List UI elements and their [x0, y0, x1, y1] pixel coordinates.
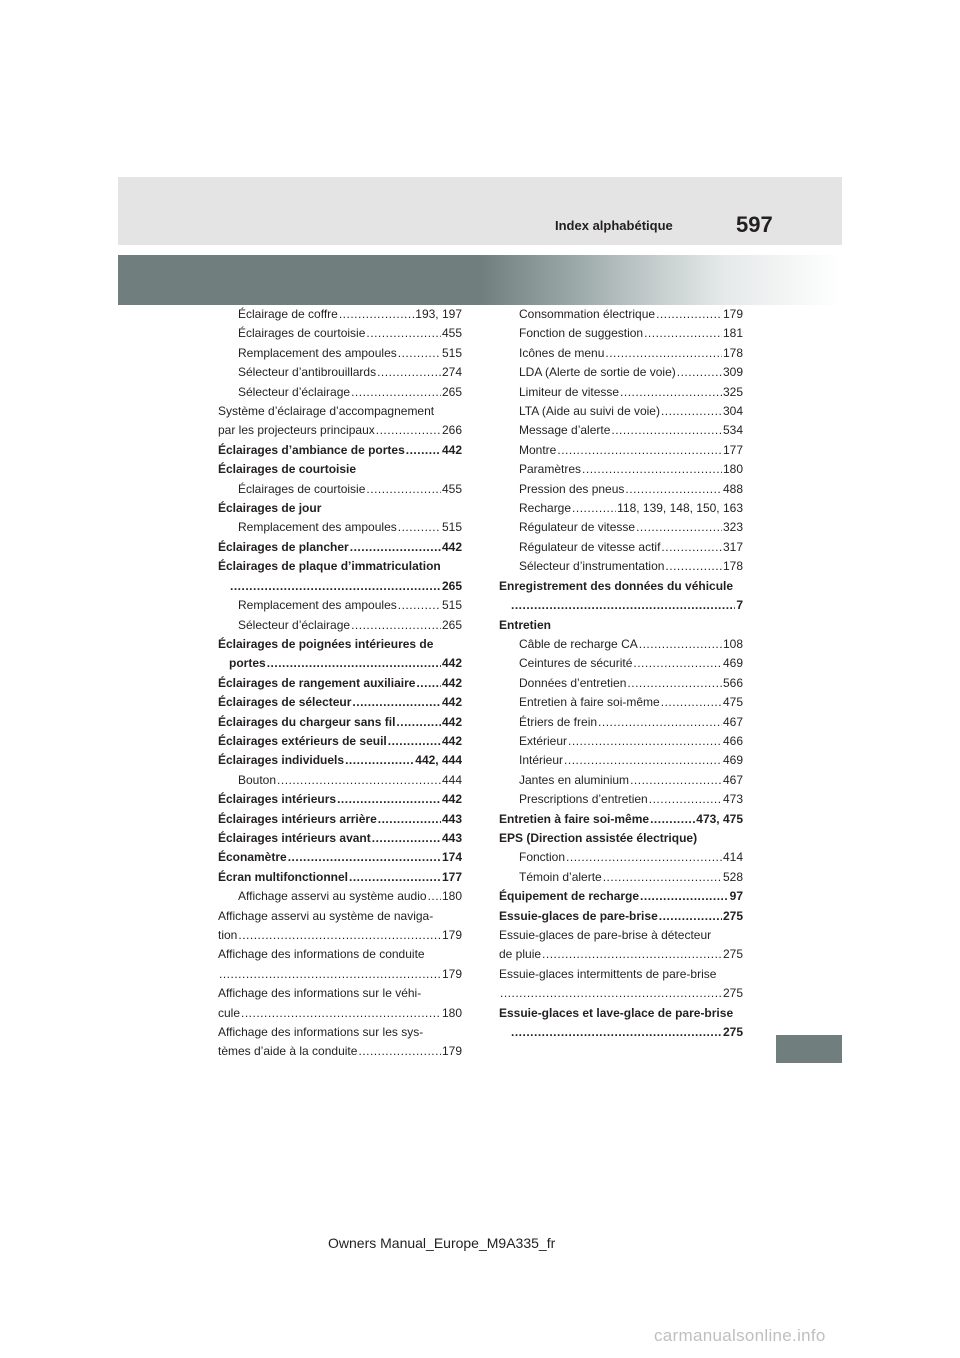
leader-dots	[352, 693, 441, 712]
index-entry	[218, 1042, 462, 1061]
index-column-left	[218, 305, 462, 1062]
index-entry	[499, 868, 743, 887]
index-entry-pages[interactable]: 442, 444	[415, 753, 462, 768]
index-entry-label: Témoin d’alerte	[519, 869, 602, 884]
index-entry-label: LTA (Aide au suivi de voie)	[519, 404, 660, 419]
index-entry	[218, 790, 462, 809]
leader-dots	[639, 635, 722, 654]
leader-dots	[582, 460, 722, 479]
index-entry-pages[interactable]: 469	[722, 753, 743, 768]
index-entry	[499, 480, 743, 499]
index-entry	[499, 460, 743, 479]
index-entry-label: Câble de recharge CA	[519, 636, 638, 651]
index-entry	[218, 305, 462, 324]
index-entry	[499, 887, 743, 906]
index-entry	[499, 344, 743, 363]
leader-dots	[665, 557, 722, 576]
index-entry	[499, 790, 743, 809]
index-entry	[499, 635, 743, 654]
index-entry	[218, 926, 462, 945]
index-entry-pages[interactable]: 534	[722, 423, 743, 438]
index-entry-label: Éclairages individuels	[218, 753, 345, 768]
index-entry-pages[interactable]: 181	[722, 326, 743, 341]
index-entry-pages[interactable]: 174	[441, 850, 462, 865]
index-entry	[218, 421, 462, 440]
index-entry-pages[interactable]: 442	[441, 442, 462, 457]
index-entry	[499, 732, 743, 751]
index-entry-pages[interactable]: 515	[441, 520, 462, 535]
leader-dots	[650, 810, 695, 829]
index-heading: Éclairages de jour	[218, 501, 322, 516]
leader-dots	[398, 596, 441, 615]
index-entry	[218, 1004, 462, 1023]
index-entry	[218, 654, 462, 673]
index-entry-label: Prescriptions d’entretien	[519, 792, 648, 807]
index-entry-label: Entretien à faire soi-même	[499, 811, 650, 826]
index-entry	[218, 324, 462, 343]
index-entry-label: cule	[218, 1005, 241, 1020]
index-entry-pages[interactable]: 442	[441, 695, 462, 710]
index-entry	[499, 810, 743, 829]
index-heading: EPS (Direction assistée électrique)	[499, 830, 698, 845]
index-entry	[499, 907, 743, 926]
leader-dots	[428, 887, 441, 906]
index-entry-pages[interactable]: 177	[441, 869, 462, 884]
leader-dots	[377, 363, 441, 382]
leader-dots	[351, 383, 441, 402]
index-entry-pages[interactable]: 442	[441, 733, 462, 748]
index-entry-pages[interactable]: 275	[722, 947, 743, 962]
index-entry-label: Régulateur de vitesse	[519, 520, 636, 535]
index-entry-label: Affichage asservi au système de naviga-	[218, 908, 434, 923]
index-entry	[499, 441, 743, 460]
leader-dots	[620, 383, 722, 402]
header-band	[118, 177, 842, 245]
index-entry	[499, 1023, 743, 1042]
index-entry-pages[interactable]: 7	[736, 598, 743, 613]
index-entry-pages[interactable]: 178	[722, 559, 743, 574]
chapter-gradient-bar	[118, 255, 842, 305]
leader-dots	[557, 441, 722, 460]
index-entry-label: Message d’alerte	[519, 423, 611, 438]
index-entry	[218, 616, 462, 635]
index-entry-label: Montre	[519, 442, 557, 457]
index-heading: Enregistrement des données du véhicule	[499, 578, 734, 593]
index-entry-label: Éclairages de plancher	[218, 539, 349, 554]
index-entry-pages[interactable]: 325	[722, 384, 743, 399]
index-entry-pages[interactable]: 180	[722, 462, 743, 477]
leader-dots	[277, 771, 441, 790]
leader-dots	[288, 848, 441, 867]
index-entry-pages[interactable]: 443	[441, 811, 462, 826]
index-entry-label: Éclairages de courtoisie	[238, 481, 366, 496]
leader-dots	[625, 480, 722, 499]
leader-dots	[241, 1004, 441, 1023]
index-entry-label: Éclairages de sélecteur	[218, 695, 352, 710]
index-entry-label: Pression des pneus	[519, 481, 625, 496]
index-entry	[218, 771, 462, 790]
index-entry-pages[interactable]: 488	[722, 481, 743, 496]
leader-dots	[661, 402, 722, 421]
index-entry-label: Recharge	[519, 501, 572, 516]
watermark: carmanualsonline.info	[654, 1326, 826, 1345]
leader-dots	[366, 480, 441, 499]
page-number: 597	[736, 212, 773, 237]
index-entry-label: Sélecteur d’instrumentation	[519, 559, 665, 574]
index-entry	[218, 732, 462, 751]
leader-dots	[677, 363, 722, 382]
index-entry	[218, 829, 462, 848]
index-entry	[218, 383, 462, 402]
index-entry-label: Système d’éclairage d’accompagnement	[218, 404, 435, 419]
index-entry	[499, 984, 743, 1003]
index-entry-label: Extérieur	[519, 733, 568, 748]
index-entry	[499, 363, 743, 382]
index-entry	[499, 674, 743, 693]
index-heading: Essuie-glaces et lave-glace de pare-brise	[499, 1005, 734, 1020]
leader-dots	[358, 1042, 441, 1061]
index-entry-label: Entretien à faire soi-même	[519, 695, 660, 710]
leader-dots	[238, 926, 441, 945]
index-entry	[499, 654, 743, 673]
index-entry-label: de pluie	[499, 947, 542, 962]
index-entry	[218, 363, 462, 382]
index-entry-pages[interactable]: 515	[441, 598, 462, 613]
index-entry-pages[interactable]: 265	[441, 617, 462, 632]
index-entry-pages[interactable]: 304	[722, 404, 743, 419]
index-entry-pages[interactable]: 455	[441, 481, 462, 496]
index-entry	[499, 499, 743, 518]
leader-dots	[351, 616, 441, 635]
index-entry-pages[interactable]: 473, 475	[696, 811, 743, 826]
index-entry-label: Écran multifonctionnel	[218, 869, 349, 884]
leader-dots	[398, 518, 441, 537]
index-entry	[218, 596, 462, 615]
index-entry-pages[interactable]: 473	[722, 792, 743, 807]
index-entry-label: Régulateur de vitesse actif	[519, 539, 661, 554]
leader-dots	[572, 499, 616, 518]
index-entry-pages[interactable]: 566	[722, 675, 743, 690]
index-entry	[499, 693, 743, 712]
leader-dots	[566, 848, 722, 867]
index-entry	[499, 518, 743, 537]
leader-dots	[416, 674, 441, 693]
index-entry-pages[interactable]: 266	[441, 423, 462, 438]
index-entry	[218, 480, 462, 499]
leader-dots	[349, 868, 441, 887]
index-entry-label: Intérieur	[519, 753, 564, 768]
index-entry-label: Ceintures de sécurité	[519, 656, 633, 671]
leader-dots	[568, 732, 722, 751]
index-heading: Éclairages de courtoisie	[218, 462, 357, 477]
index-entry	[499, 538, 743, 557]
index-entry-label: Affichage des informations sur le véhi-	[218, 986, 422, 1001]
index-entry-pages[interactable]: 179	[441, 1044, 462, 1059]
index-heading: Éclairages de plaque d’immatriculation	[218, 559, 441, 574]
index-entry-label: Éclairages d’ambiance de portes	[218, 442, 405, 457]
index-entry	[499, 751, 743, 770]
index-entry-pages[interactable]: 180	[441, 1005, 462, 1020]
index-entry-label: Limiteur de vitesse	[519, 384, 620, 399]
index-entry	[499, 713, 743, 732]
index-entry-pages[interactable]: 118, 139, 148, 150, 163	[617, 501, 743, 516]
index-entry-pages[interactable]: 177	[722, 442, 743, 457]
leader-dots	[350, 538, 441, 557]
index-column-right	[499, 305, 743, 1042]
index-entry-label: Affichage des informations sur les sys-	[218, 1025, 424, 1040]
index-entry-label: Sélecteur d’éclairage	[238, 384, 351, 399]
leader-dots	[388, 732, 441, 751]
thumb-index-tab	[776, 1035, 842, 1063]
leader-dots	[636, 518, 722, 537]
leader-dots	[398, 344, 441, 363]
index-entry-label: Essuie-glaces de pare-brise	[499, 908, 658, 923]
index-entry-pages[interactable]: 442	[441, 656, 462, 671]
leader-dots	[656, 305, 722, 324]
index-entry	[218, 965, 462, 984]
index-entry-label: Bouton	[238, 772, 277, 787]
index-entry-pages[interactable]: 442	[441, 539, 462, 554]
index-entry-label: Fonction	[519, 850, 566, 865]
index-entry-pages[interactable]: 442	[441, 714, 462, 729]
index-entry	[218, 577, 462, 596]
index-entry-label: Données d’entretien	[519, 675, 627, 690]
index-entry-label: Essuie-glaces de pare-brise à détecteur	[499, 928, 712, 942]
index-entry-pages[interactable]: 108	[722, 636, 743, 651]
leader-dots	[219, 965, 441, 984]
index-entry	[218, 751, 462, 770]
index-entry	[218, 887, 462, 906]
leader-dots	[605, 344, 722, 363]
leader-dots	[267, 654, 441, 673]
leader-dots	[378, 810, 441, 829]
index-entry	[218, 441, 462, 460]
index-entry-label: Éconamètre	[218, 850, 287, 865]
index-entry-label: Équipement de recharge	[499, 889, 640, 904]
index-entry-label: Jantes en aluminium	[519, 772, 630, 787]
index-entry-label: Consommation électrique	[519, 307, 656, 321]
leader-dots	[500, 984, 722, 1003]
index-entry-pages[interactable]: 469	[722, 656, 743, 671]
index-entry	[218, 674, 462, 693]
index-entry-label: Fonction de suggestion	[519, 326, 644, 341]
leader-dots	[376, 421, 441, 440]
index-entry-label: Éclairage de coffre	[238, 307, 338, 321]
index-entry	[499, 324, 743, 343]
leader-dots	[511, 596, 735, 615]
index-entry	[218, 868, 462, 887]
index-entry	[218, 344, 462, 363]
leader-dots	[659, 907, 722, 926]
index-entry-label: Éclairages de courtoisie	[238, 326, 366, 341]
leader-dots	[661, 538, 722, 557]
index-entry-pages[interactable]: 467	[722, 714, 743, 729]
index-entry-pages[interactable]: 180	[441, 889, 462, 904]
leader-dots	[345, 751, 414, 770]
leader-dots	[649, 790, 722, 809]
index-entry-label: Remplacement des ampoules	[238, 345, 397, 360]
index-entry	[218, 810, 462, 829]
index-entry-label: Étriers de frein	[519, 714, 598, 729]
index-entry-pages[interactable]: 528	[722, 869, 743, 884]
leader-dots	[661, 693, 722, 712]
index-entry-pages[interactable]: 455	[441, 326, 462, 341]
index-entry-label: par les projecteurs principaux	[218, 423, 375, 438]
document-name: Owners Manual_Europe_M9A335_fr	[328, 1235, 556, 1251]
leader-dots	[337, 790, 441, 809]
index-entry	[218, 518, 462, 537]
index-entry	[499, 848, 743, 867]
index-entry-pages[interactable]: 178	[722, 345, 743, 360]
index-entry-pages[interactable]: 265	[441, 578, 462, 593]
leader-dots	[339, 305, 414, 324]
leader-dots	[396, 713, 441, 732]
leader-dots	[598, 713, 722, 732]
index-entry-pages[interactable]: 475	[722, 695, 743, 710]
leader-dots	[366, 324, 441, 343]
index-entry-pages[interactable]: 467	[722, 772, 743, 787]
index-entry-label: tèmes d’aide à la conduite	[218, 1044, 358, 1059]
index-entry-pages[interactable]: 179	[722, 307, 743, 321]
index-entry-pages[interactable]: 414	[722, 850, 743, 865]
leader-dots	[230, 577, 441, 596]
index-entry-label: Éclairages extérieurs de seuil	[218, 733, 387, 748]
leader-dots	[644, 324, 722, 343]
index-entry-label: tion	[218, 928, 238, 942]
leader-dots	[603, 868, 722, 887]
index-entry	[499, 305, 743, 324]
index-entry-label: Éclairages intérieurs	[218, 792, 337, 807]
index-entry-label: LDA (Alerte de sortie de voie)	[519, 365, 676, 380]
leader-dots	[564, 751, 722, 770]
index-entry-pages[interactable]: 466	[722, 733, 743, 748]
leader-dots	[542, 945, 722, 964]
index-entry	[499, 557, 743, 576]
leader-dots	[640, 887, 729, 906]
leader-dots	[627, 674, 722, 693]
index-entry	[499, 383, 743, 402]
index-entry-label: Sélecteur d’antibrouillards	[238, 365, 377, 380]
index-entry-label: Éclairages du chargeur sans fil	[218, 714, 396, 729]
index-entry	[499, 402, 743, 421]
index-entry-label: Sélecteur d’éclairage	[238, 617, 351, 632]
index-entry-pages[interactable]: 193, 197	[415, 307, 462, 321]
index-entry-label: portes	[229, 656, 266, 671]
leader-dots	[372, 829, 441, 848]
leader-dots	[511, 1023, 722, 1042]
index-entry-pages[interactable]: 265	[441, 384, 462, 399]
leader-dots	[630, 771, 722, 790]
index-entry	[499, 945, 743, 964]
index-entry-label: Essuie-glaces intermittents de pare-brise	[499, 966, 717, 981]
index-entry	[499, 596, 743, 615]
index-entry-pages[interactable]: 179	[441, 928, 462, 942]
index-entry-pages[interactable]: 275	[722, 908, 743, 923]
index-entry-label: Paramètres	[519, 462, 582, 477]
index-entry-label: Remplacement des ampoules	[238, 598, 397, 613]
index-entry-pages[interactable]: 444	[441, 772, 462, 787]
index-entry-label: Éclairages de rangement auxiliaire	[218, 675, 416, 690]
index-entry-label: Remplacement des ampoules	[238, 520, 397, 535]
index-entry	[218, 693, 462, 712]
index-entry-label: Éclairages intérieurs arrière	[218, 811, 377, 826]
index-entry	[499, 771, 743, 790]
index-entry-pages[interactable]: 443	[441, 830, 462, 845]
index-heading: Éclairages de poignées intérieures de	[218, 636, 434, 651]
index-entry-pages[interactable]: 179	[441, 966, 462, 981]
index-entry	[218, 538, 462, 557]
index-heading: Entretien	[499, 617, 552, 632]
index-entry-label: Affichage des informations de conduite	[218, 947, 425, 962]
index-entry-pages[interactable]: 442	[441, 675, 462, 690]
index-entry-label: Icônes de menu	[519, 345, 605, 360]
index-entry-pages[interactable]: 97	[729, 889, 743, 904]
index-entry-pages[interactable]: 323	[722, 520, 743, 535]
section-title: Index alphabétique	[555, 218, 673, 233]
index-entry-pages[interactable]: 275	[722, 1025, 743, 1040]
index-entry-pages[interactable]: 309	[722, 365, 743, 380]
index-entry	[499, 421, 743, 440]
index-entry	[218, 713, 462, 732]
index-entry-pages[interactable]: 274	[441, 365, 462, 380]
index-entry-pages[interactable]: 442	[441, 792, 462, 807]
index-entry-pages[interactable]: 275	[722, 986, 743, 1001]
leader-dots	[406, 441, 441, 460]
index-entry	[218, 848, 462, 867]
leader-dots	[611, 421, 722, 440]
index-entry-pages[interactable]: 317	[722, 539, 743, 554]
leader-dots	[633, 654, 722, 673]
index-entry-label: Éclairages intérieurs avant	[218, 830, 371, 845]
index-entry-label: Affichage asservi au système audio	[238, 889, 427, 904]
index-entry-pages[interactable]: 515	[441, 345, 462, 360]
